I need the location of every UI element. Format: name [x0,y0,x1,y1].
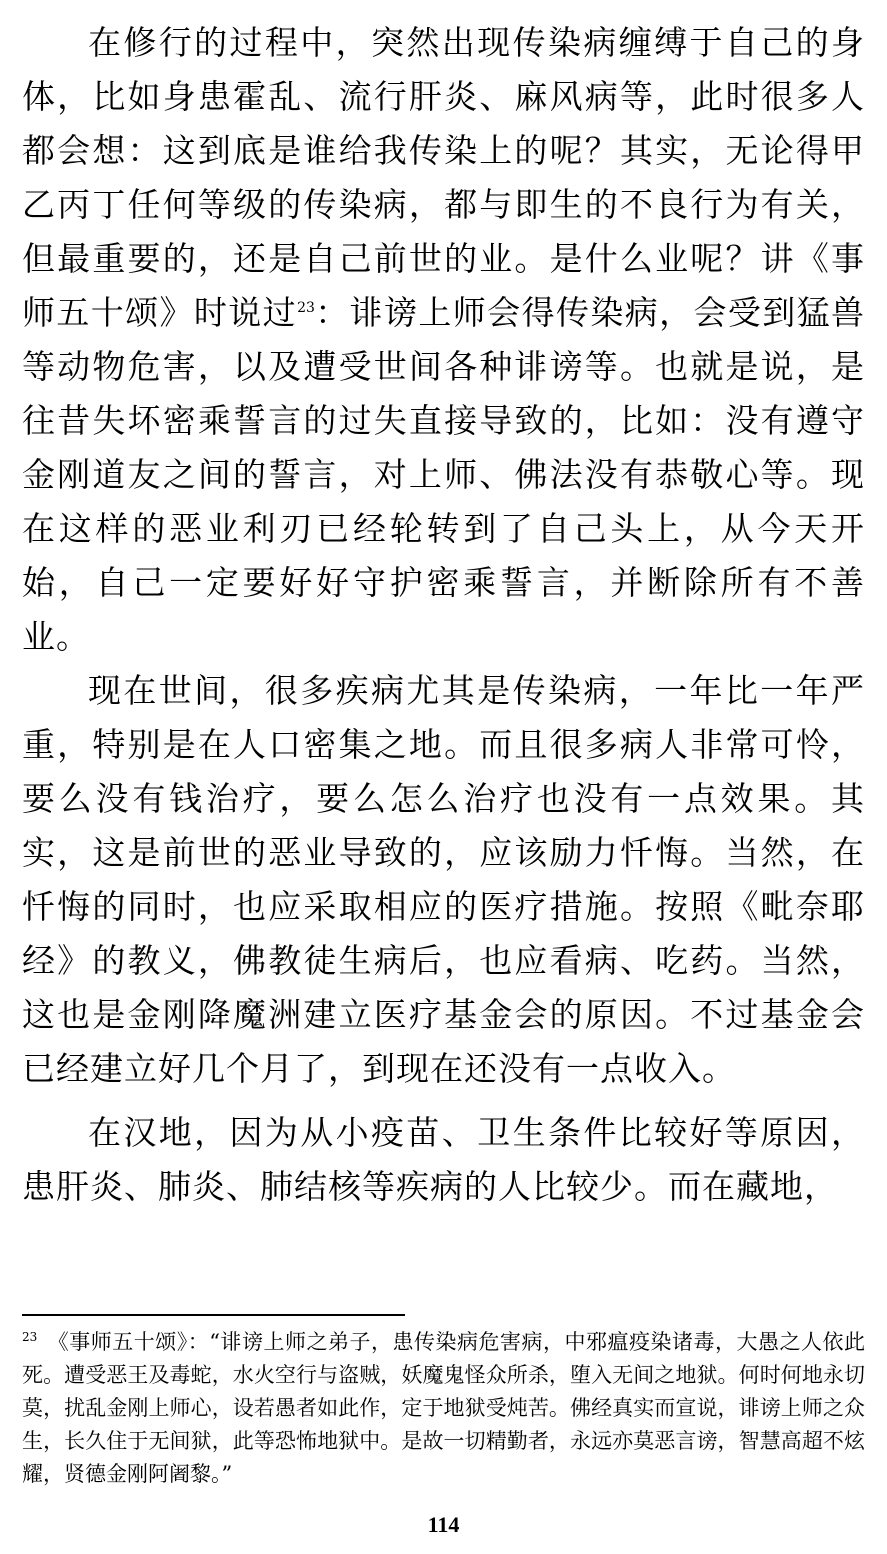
main-text [22,14,865,1214]
paragraph-2: 现在世间，很多疾病尤其是传染病，一年比一年严重，特别是在人口密集之地。而且很多病人非常可怜，要么没有钱治疗，要么怎么治疗也没有一点效果。其实，这是前世的恶业导致的，应该励力忏悔。当然，在忏悔的同时，也应采取相应的医疗措施。按照《毗奈耶经》的教义，佛教徒生病后，也应看病、吃药。当然，这也是金刚降魔洲建立医疗基金会的原因。不过基金会已经建立好几个月了，到现在还没有一点收入。 [22,671,865,1088]
footnote-text: 《事师五十颂》：“诽谤上师之弟子，患传染病危害病，中邪瘟疫染诸毒，大愚之人依此死。遭受恶王及毒蛇，水火空行与盗贼，妖魔鬼怪众所杀，堕入无间之地狱。何时何地永切莫，扰乱金刚上师心，设若愚者如此作，定于地狱受炖苦。佛经真实而宣说，诽谤上师之众生，长久住于无间狱，此等恐怖地狱中。是故一切精勤者，永远亦莫恶言谤，智慧高超不炫耀，贤德金刚阿阇黎。” [22,1330,865,1486]
paragraph-1-text-b: ：诽谤上师会得传染病，会受到猛兽等动物危害，以及遭受世间各种诽谤等。也就是说，是往昔失坏密乘誓言的过失直接导致的，比如：没有遵守金刚道友之间的誓言，对上师、佛法没有恭敬心等。现在这样的恶业利刃已经轮转到了自己头上，从今天开始，自己一定要好好守护密乘誓言，并断除所有不善业。 [22,293,866,656]
paragraph-1-text-a: 在修行的过程中，突然出现传染病缠缚于自己的身体，比如身患霍乱、流行肝炎、麻风病等，此时很多人都会想：这到底是谁给我传染上的呢？其实，无论得甲乙丙丁任何等级的传染病，都与即生的不良行为有关，但最重要的，还是自己前世的业。是什么业呢？讲《事师五十颂》时说过 [22,23,865,332]
page-number: 114 [427,1512,460,1537]
footnote-number: 23 [22,1330,38,1344]
footnote [22,1326,865,1491]
paragraph-3: 在汉地，因为从小疫苗、卫生条件比较好等原因，患肝炎、肺炎、肺结核等疾病的人比较少。而在藏地， [22,1113,865,1206]
paragraph-1 [22,16,865,664]
footnote-reference[interactable]: 23 [297,300,315,316]
footnote-divider [22,1314,405,1316]
